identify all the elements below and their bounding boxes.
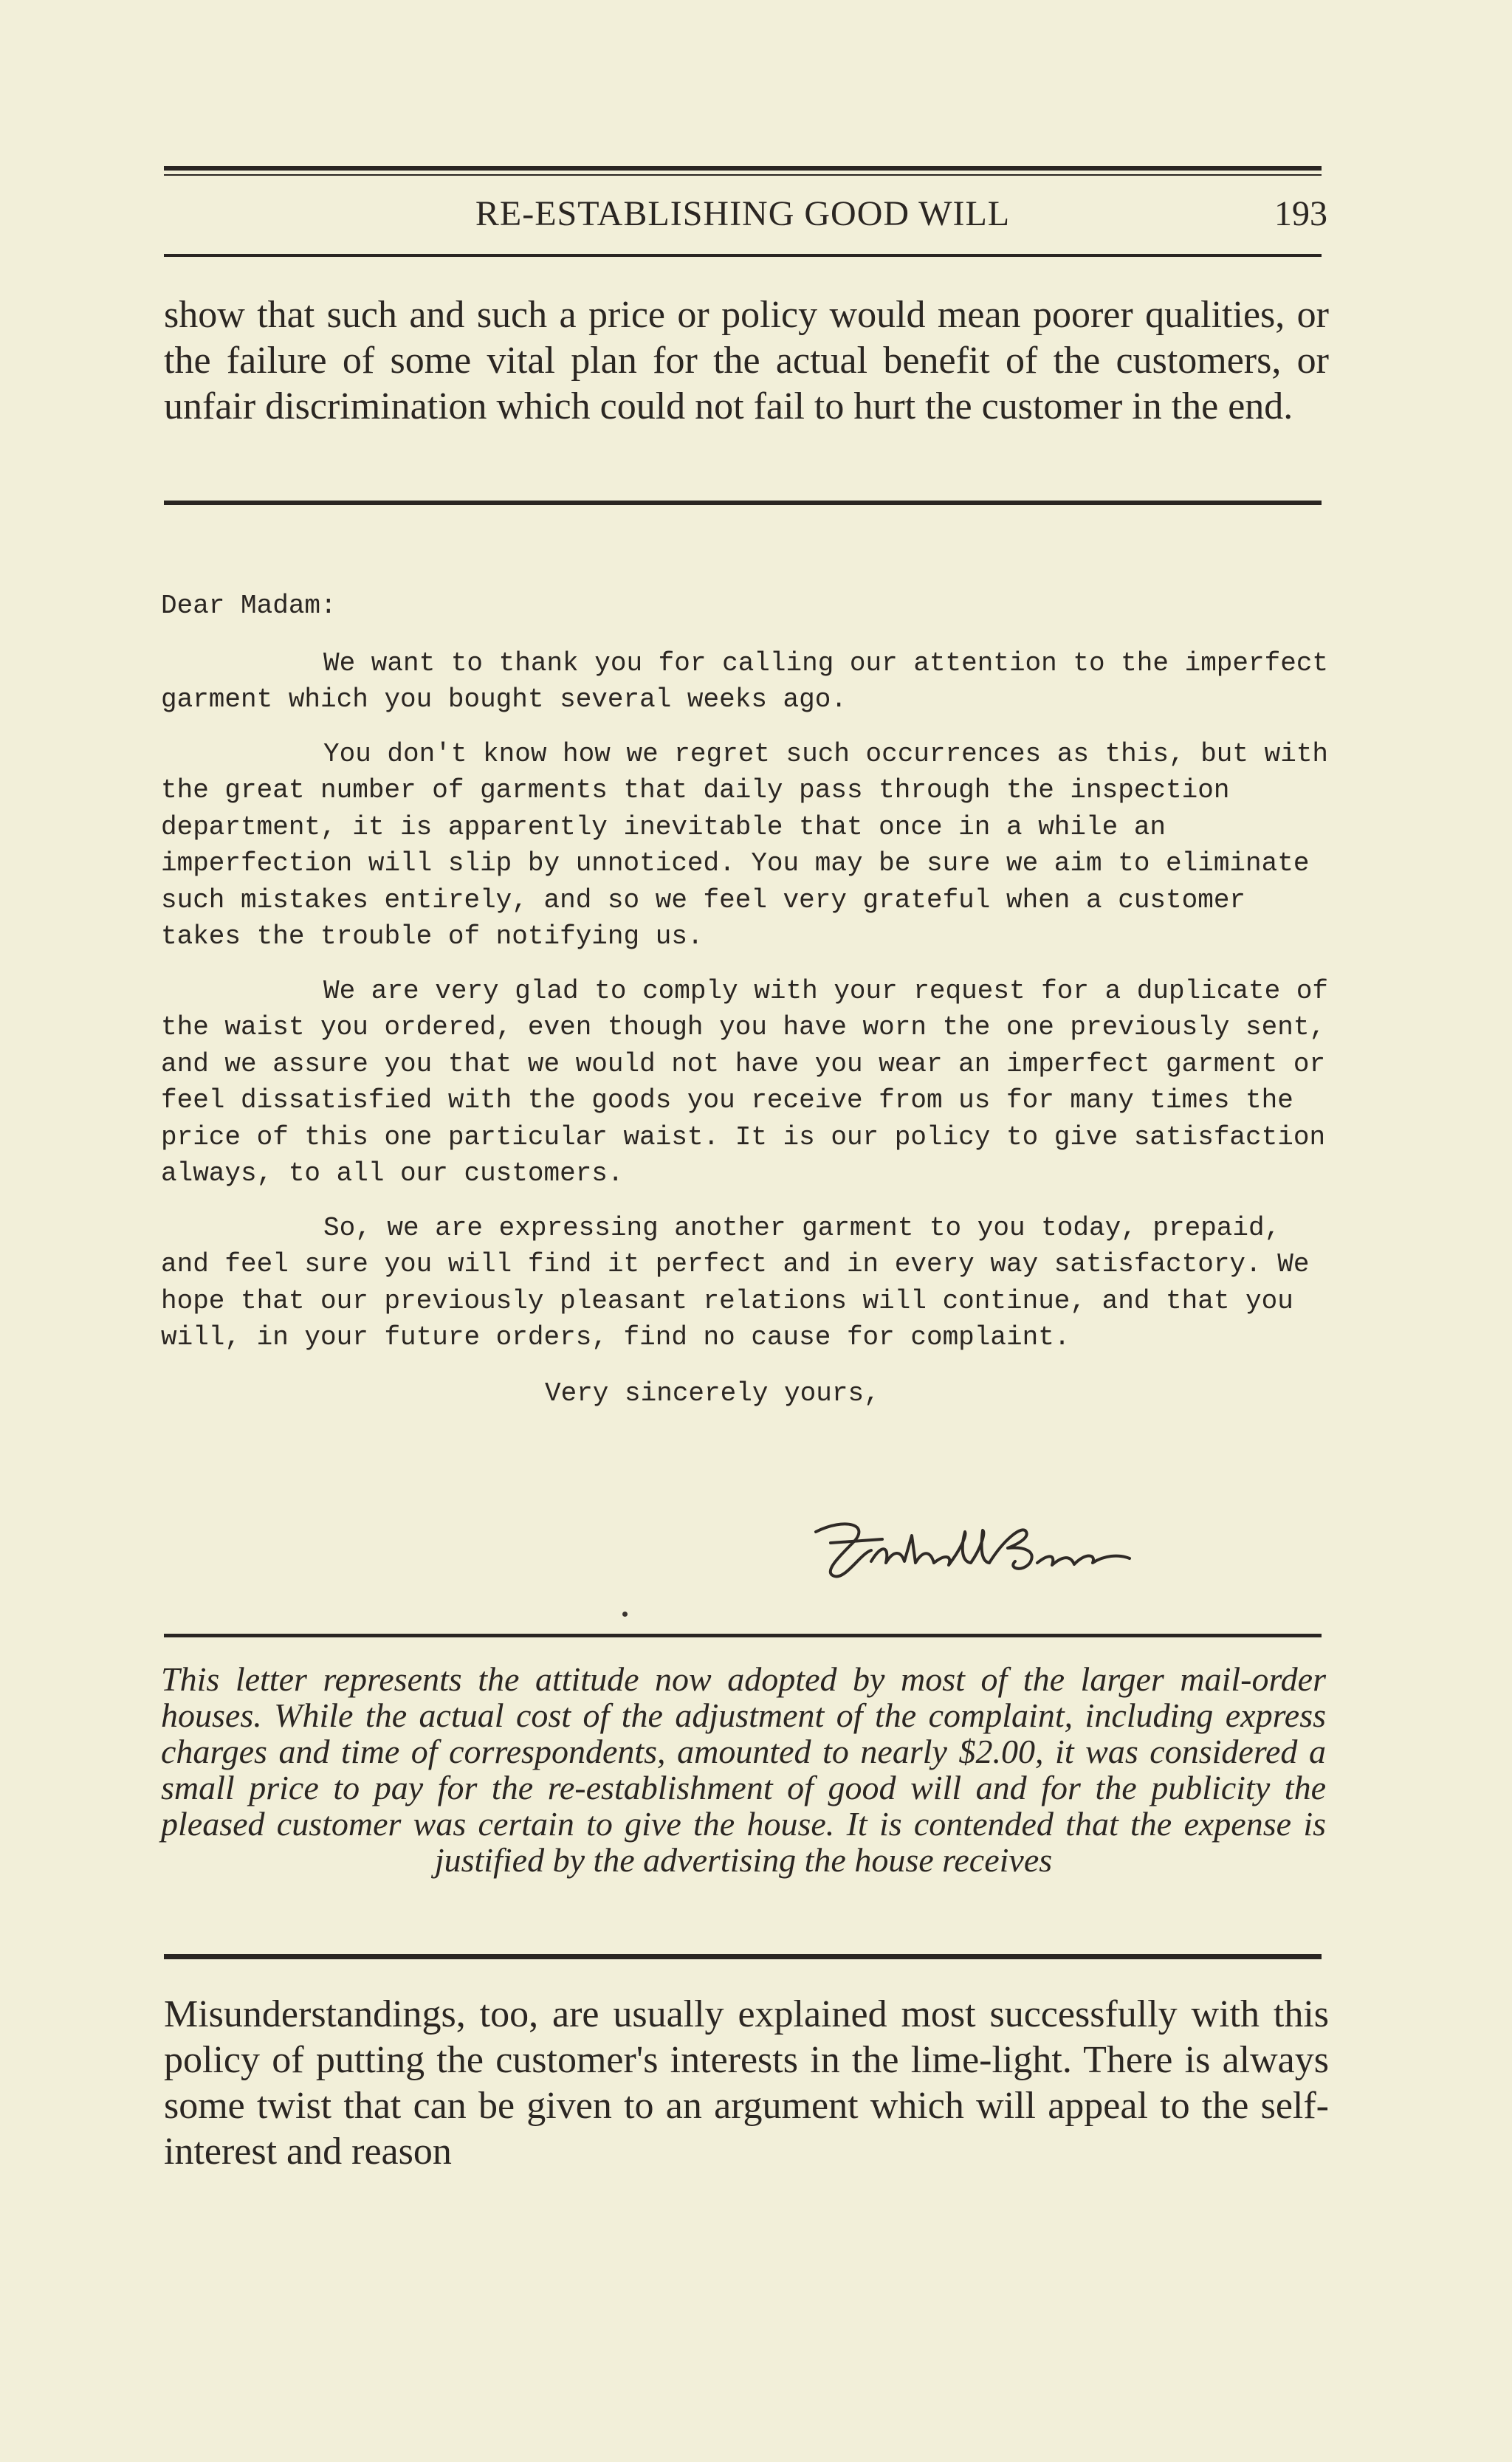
letter-caption: This letter represents the attitude now adopted by most of the larger mail-order houses. While the actual cost of the adjustment of the complaint, including express charges and time of correspondents, amounted to nearly $2.00, it was considered a small price to pay for the re-establishment of good will and for the publicity the pleased customer was certain to give the house. It is contended that the expense is justified by the advertising the house receives (161, 1660, 1326, 1879)
handwritten-signature (801, 1510, 1148, 1591)
closing-paragraph: Misunderstandings, too, are usually explained most successfully with this policy of putting the customer's interests in the lime-light. There is always some twist that can be given to an argument which will appeal to the self-interest and reason (164, 1993, 1329, 2173)
header-rule-bottom (164, 254, 1322, 257)
header-rule-top (164, 166, 1322, 171)
caption-rule (164, 1954, 1322, 1959)
intro-paragraph: show that such and such a price or policy would mean poorer qualities, or the failure of some vital plan for the actual benefit of the customers, or unfair discrimination which could not fail to hurt the customer in the end. (164, 294, 1329, 427)
letter-paragraph-2: You don't know how we regret such occurrences as this, but with the great number of garments that daily pass through the inspection department, it is apparently inevitable that once in a while an imperfection will slip by unnoticed. You may be sure we aim to eliminate such mistakes entirely, and so we feel very grateful when a customer takes the trouble of notifying us. (161, 738, 1329, 952)
header-rule-top-thin (164, 174, 1322, 176)
letter-closing: Very sincerely yours, (545, 1378, 880, 1409)
section-rule-top (164, 501, 1322, 505)
ink-speck (622, 1612, 628, 1617)
typewritten-letter (161, 588, 1335, 1429)
running-head: RE-ESTABLISHING GOOD WILL (475, 194, 1011, 233)
letter-paragraph-1: We want to thank you for calling our attention to the imperfect garment which you bought several weeks ago. (161, 647, 1329, 715)
letter-paragraph-3: We are very glad to comply with your request for a duplicate of the waist you ordered, even though you have worn the one previously sent, and we assure you that we would not have you wear an imperfect garment or feel dissatisfied with the goods you receive from us for many times the price of this one particular waist. It is our policy to give satisfaction always, to all our customers. (161, 975, 1329, 1189)
page-number: 193 (1274, 194, 1327, 233)
letter-paragraph-4: So, we are expressing another garment to you today, prepaid, and feel sure you will find it perfect and in every way satisfactory. We hope that our previously pleasant relations will continue, and that you will, in your future orders, find no cause for complaint. (161, 1212, 1310, 1352)
section-rule-bottom (164, 1634, 1322, 1637)
letter-salutation: Dear Madam: (161, 591, 337, 621)
